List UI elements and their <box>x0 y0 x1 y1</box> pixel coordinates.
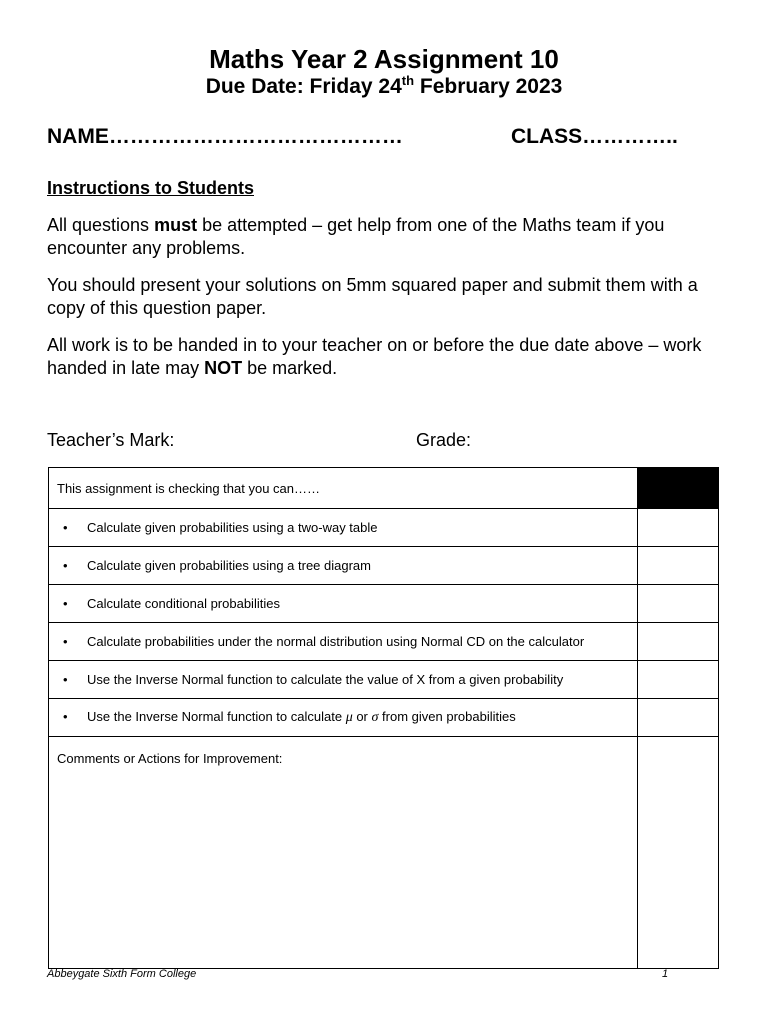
skills-checklist-table <box>48 467 719 969</box>
due-date-suffix: February 2023 <box>414 75 563 98</box>
p3-bold: NOT <box>204 358 243 378</box>
checklist-item-text: Use the Inverse Normal function to calculate the value of X from a given probability <box>87 672 564 687</box>
bullet: • <box>63 709 68 724</box>
p1-text-after: be attempted – get help from one of the Maths team if you encounter any problems. <box>47 215 665 258</box>
due-date-prefix: Due Date: Friday 24 <box>205 75 402 98</box>
checklist-row <box>49 661 719 699</box>
header-black-cell <box>638 468 719 509</box>
bullet: • <box>63 672 68 687</box>
due-date-superscript: th <box>401 73 415 88</box>
item6-text-after: from given probabilities <box>378 709 516 724</box>
bullet: • <box>63 634 68 649</box>
p3-text-after: be marked. <box>242 358 338 378</box>
p1-text-before: All questions <box>47 215 155 235</box>
bullet: • <box>63 558 68 573</box>
tick-box[interactable] <box>638 585 719 623</box>
sigma-symbol: σ <box>371 710 379 725</box>
checklist-item <box>49 509 638 547</box>
checklist-row <box>49 623 719 661</box>
checklist-item <box>49 623 638 661</box>
checklist-header: This assignment is checking that you can…… <box>49 468 638 509</box>
class-field[interactable]: CLASS………….. <box>511 125 678 148</box>
teacher-mark-label: Teacher’s Mark: <box>47 430 175 450</box>
p1-bold: must <box>154 215 198 235</box>
tick-box[interactable] <box>638 699 719 737</box>
checklist-item-text: Calculate probabilities under the normal distribution using Normal CD on the calculator <box>87 634 585 649</box>
item6-text-middle: or <box>352 709 372 724</box>
checklist-header-row <box>49 468 719 509</box>
comments-side-cell <box>638 737 719 969</box>
instruction-paragraph-3 <box>47 334 737 380</box>
checklist-item-text: Calculate given probabilities using a two-way table <box>87 520 378 535</box>
tick-box[interactable] <box>638 547 719 585</box>
checklist-row <box>49 585 719 623</box>
checklist-item <box>49 699 638 737</box>
grade-label: Grade: <box>416 430 472 450</box>
item6-text-before: Use the Inverse Normal function to calculate <box>87 709 346 724</box>
checklist-row <box>49 699 719 737</box>
checklist-item-text: Calculate conditional probabilities <box>87 596 280 611</box>
checklist-item <box>49 547 638 585</box>
tick-box[interactable] <box>638 509 719 547</box>
comments-row <box>49 737 719 969</box>
checklist-row <box>49 547 719 585</box>
comments-area[interactable] <box>49 737 638 969</box>
checklist-item <box>49 661 638 699</box>
bullet: • <box>63 520 68 535</box>
bullet: • <box>63 596 68 611</box>
comments-label: Comments or Actions for Improvement: <box>57 751 283 766</box>
instruction-paragraph-2: You should present your solutions on 5mm squared paper and submit them with a copy of this question paper. <box>47 275 698 318</box>
checklist-item <box>49 585 638 623</box>
footer-page-number: 1 <box>662 968 669 980</box>
due-date <box>0 73 768 99</box>
tick-box[interactable] <box>638 623 719 661</box>
mu-symbol: μ <box>345 710 353 725</box>
name-field[interactable]: NAME…………………………………… <box>47 125 403 148</box>
tick-box[interactable] <box>638 661 719 699</box>
footer-college: Abbeygate Sixth Form College <box>47 968 197 980</box>
checklist-item-text: Calculate given probabilities using a tree diagram <box>87 558 371 573</box>
checklist-row <box>49 509 719 547</box>
instructions-heading: Instructions to Students <box>47 178 254 198</box>
p3-text-before: All work is to be handed in to your teacher on or before the due date above – work handed in late may <box>47 335 702 378</box>
instruction-paragraph-1 <box>47 214 737 260</box>
assignment-title: Maths Year 2 Assignment 10 <box>209 44 559 74</box>
